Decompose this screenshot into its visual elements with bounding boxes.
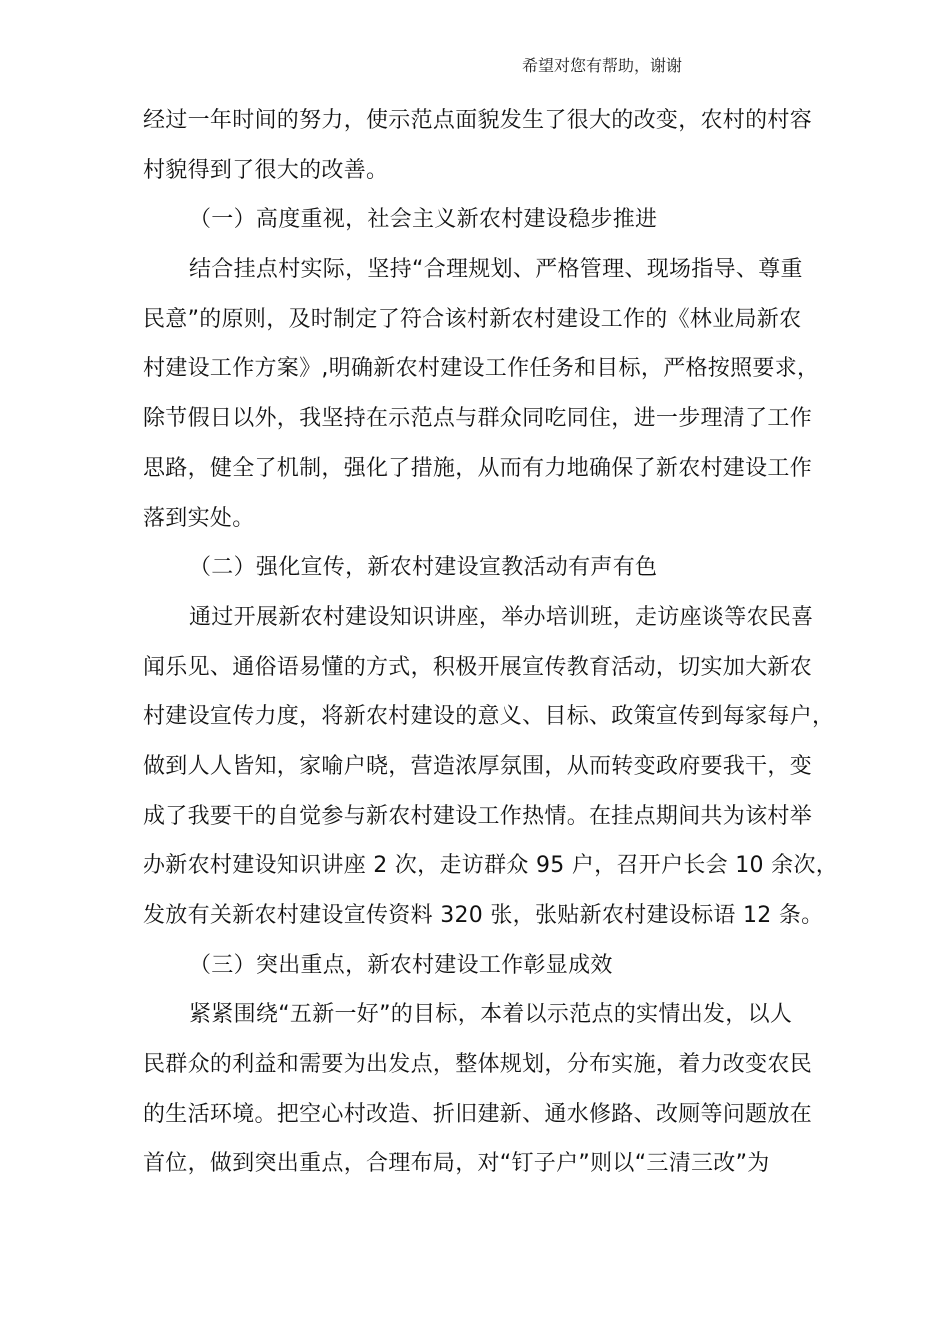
text-line: 村建设宣传力度，将新农村建设的意义、目标、政策宣传到每家每户， (143, 704, 835, 730)
text-line: 做到人人皆知，家喻户晓，营造浓厚氛围，从而转变政府要我干，变 (143, 753, 813, 779)
text-line: 成了我要干的自觉参与新农村建设工作热情。在挂点期间共为该村举 (143, 803, 813, 829)
text-line: 发放有关新农村建设宣传资料 320 张，张贴新农村建设标语 12 条。 (143, 903, 824, 928)
text-line: 民意”的原则，及时制定了符合该村新农村建设工作的《林业局新农 (143, 306, 802, 332)
text-line: 村建设工作方案》,明确新农村建设工作任务和目标，严格按照要求， (143, 356, 820, 382)
text-line: 紧紧围绕“五新一好”的目标，本着以示范点的实情出发，以人 (189, 1002, 793, 1028)
header-note: 希望对您有帮助，谢谢 (522, 56, 683, 75)
text-line: 办新农村建设知识讲座 2 次，走访群众 95 户，召开户长会 10 余次， (143, 853, 839, 879)
text-line: 的生活环境。把空心村改造、折旧建新、通水修路、改厕等问题放在 (143, 1101, 813, 1127)
text-line: 通过开展新农村建设知识讲座，举办培训班，走访座谈等农民喜 (189, 604, 814, 630)
text-line: （三）突出重点，新农村建设工作彰显成效 (189, 952, 613, 978)
text-line: 民群众的利益和需要为出发点，整体规划，分布实施，着力改变农民 (143, 1052, 813, 1078)
text-line: （一）高度重视，社会主义新农村建设稳步推进 (189, 207, 658, 233)
document-body (143, 96, 839, 1189)
text-line: 经过一年时间的努力，使示范点面貌发生了很大的改变，农村的村容 (143, 108, 813, 133)
text-line: （二）强化宣传，新农村建设宣教活动有声有色 (189, 555, 658, 581)
text-line: 除节假日以外，我坚持在示范点与群众同吃同住，进一步理清了工作 (143, 406, 813, 432)
text-line: 结合挂点村实际，坚持“合理规划、严格管理、现场指导、尊重 (189, 257, 803, 283)
text-line: 闻乐见、通俗语易懂的方式，积极开展宣传教育活动，切实加大新农 (143, 654, 813, 680)
text-line: 思路，健全了机制，强化了措施，从而有力地确保了新农村建设工作 (143, 455, 813, 481)
text-line: 落到实处。 (143, 505, 255, 531)
text-line: 首位，做到突出重点，合理布局，对“钉子户”则以“三清三改”为 (143, 1151, 770, 1177)
text-line: 村貌得到了很大的改善。 (143, 157, 389, 183)
